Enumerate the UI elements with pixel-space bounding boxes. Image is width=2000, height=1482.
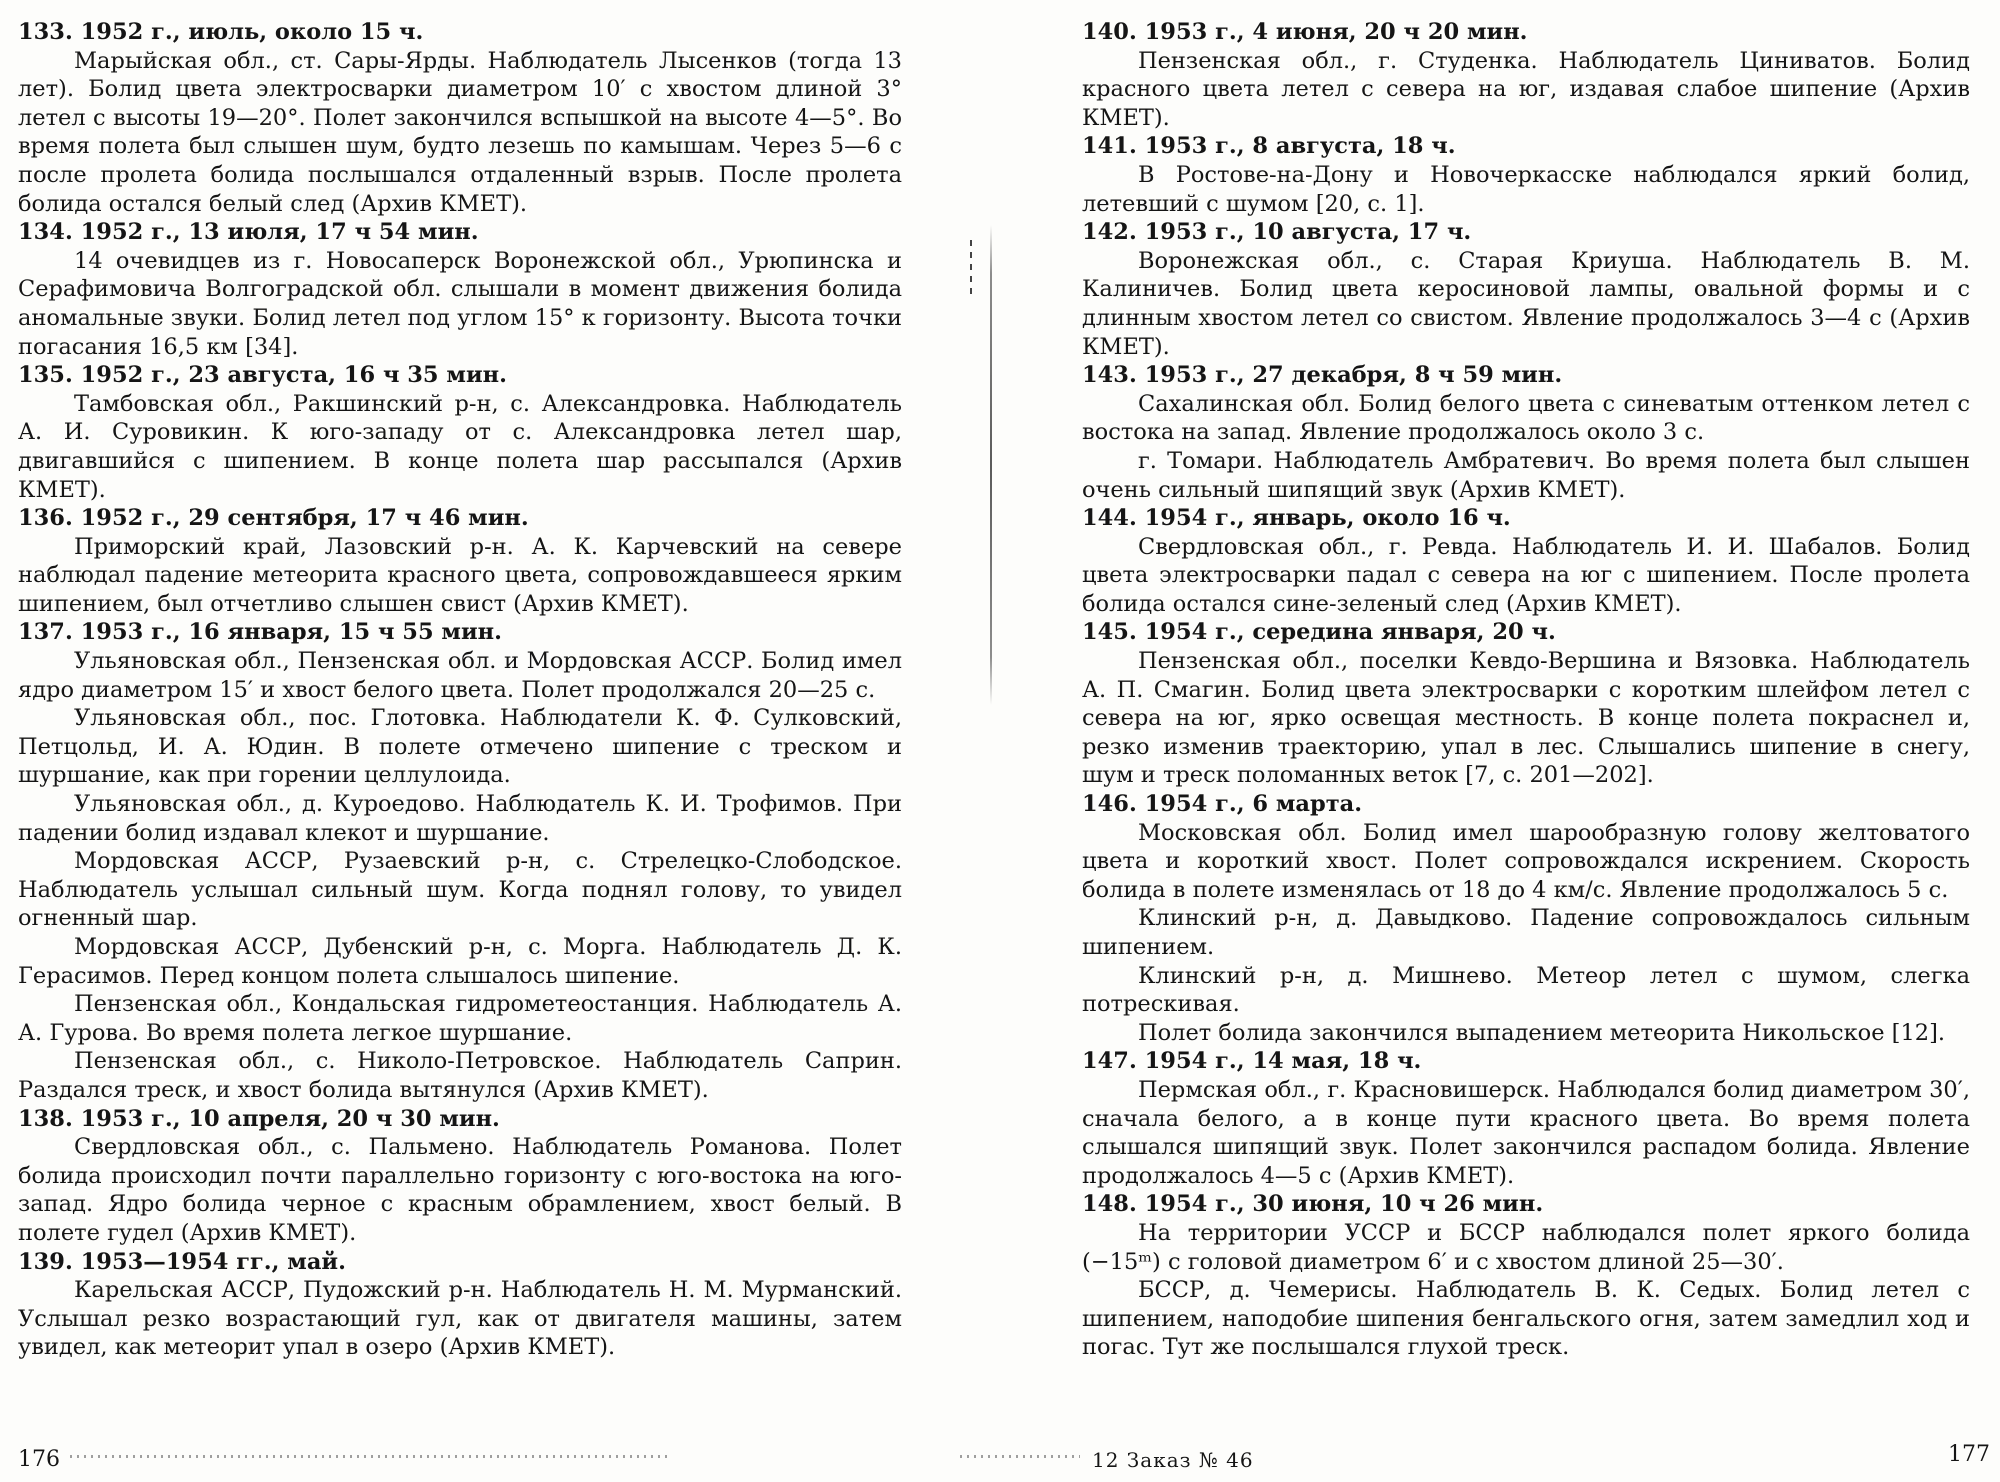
entry-147	[1082, 1047, 1970, 1190]
entry-header: 134. 1952 г., 13 июля, 17 ч 54 мин.	[18, 219, 479, 246]
entry-paragraph: Свердловская обл., г. Ревда. Наблюдатель И. И. Шабалов. Болид цвета электросварки падал с севера на юг с шипением. После пролета болида остался сине-зеленый след (Архив КМЕТ).	[1082, 533, 1970, 617]
page-number-left: 176	[18, 1447, 60, 1472]
gutter-dash	[970, 240, 972, 300]
entry-paragraph: г. Томари. Наблюдатель Амбратевич. Во время полета был слышен очень сильный шипящий звук (Архив КМЕТ).	[1082, 447, 1970, 503]
entry-paragraph: Свердловская обл., с. Пальмено. Наблюдатель Романова. Полет болида происходил почти параллельно горизонту с юго-востока на юго-запад. Ядро болида черное с красным обрамлением, хвост белый. В полете гудел (Архив КМЕТ).	[18, 1134, 902, 1246]
entry-header: 143. 1953 г., 27 декабря, 8 ч 59 мин.	[1082, 362, 1563, 389]
page-number-right: 177	[1948, 1442, 1990, 1467]
entry-paragraph: В Ростове-на-Дону и Новочеркасске наблюдался яркий болид, летевший с шумом [20, с. 1].	[1082, 161, 1970, 217]
entry-paragraph: Пензенская обл., с. Николо-Петровское. Наблюдатель Саприн. Раздался треск, и хвост болида вытянулся (Архив КМЕТ).	[18, 1048, 902, 1103]
entry-134	[18, 218, 902, 361]
gutter-shadow	[990, 225, 992, 705]
entry-header: 142. 1953 г., 10 августа, 17 ч.	[1082, 219, 1472, 246]
entry-header: 145. 1954 г., середина января, 20 ч.	[1082, 619, 1556, 646]
entry-header: 141. 1953 г., 8 августа, 18 ч.	[1082, 133, 1456, 160]
entry-148	[1082, 1190, 1970, 1362]
entry-139	[18, 1248, 902, 1362]
entry-header: 144. 1954 г., январь, около 16 ч.	[1082, 505, 1511, 532]
entry-paragraph: Пензенская обл., Кондальская гидрометеостанция. Наблюдатель А. А. Гурова. Во время полета легкое шуршание.	[18, 991, 902, 1046]
entry-paragraph: Ульяновская обл., Пензенская обл. и Мордовская АССР. Болид имел ядро диаметром 15′ и хвост белого цвета. Полет продолжался 20—25 с.	[18, 648, 902, 703]
entry-header: 148. 1954 г., 30 июня, 10 ч 26 мин.	[1082, 1191, 1544, 1218]
entry-133	[18, 18, 902, 218]
entry-paragraph: Марыйская обл., ст. Сары-Ярды. Наблюдатель Лысенков (тогда 13 лет). Болид цвета электросварки диаметром 10′ с хвостом длиной 3° летел с высоты 19—20°. Полет закончился вспышкой на высоте 4—5°. Во время полета был слышен шум, будто лезешь по камышам. Через 5—6 с после пролета болида послышался отдаленный взрыв. После пролета болида остался белый след (Архив КМЕТ).	[18, 47, 902, 217]
entry-135	[18, 361, 902, 504]
entry-paragraph: На территории УССР и БССР наблюдался полет яркого болида (−15ᵐ) с головой диаметром 6′ и с хвостом длиной 25—30′.	[1082, 1219, 1970, 1275]
entry-paragraph: Пензенская обл., поселки Кевдо-Вершина и Вязовка. Наблюдатель А. П. Смагин. Болид цвета электросварки с коротким шлейфом летел с севера на юг, ярко освещая местность. В конце полета покраснел и, резко изменив траекторию, упал в лес. Слышались шипение в снегу, шум и треск поломанных веток [7, с. 201—202].	[1082, 648, 1970, 789]
entry-146	[1082, 790, 1970, 1047]
entry-136	[18, 504, 902, 618]
scan-speck	[960, 1455, 1080, 1458]
entry-paragraph: Клинский р-н, д. Мишнево. Метеор летел с шумом, слегка потрескивая.	[1082, 962, 1970, 1018]
entry-paragraph: Карельская АССР, Пудожский р-н. Наблюдатель Н. М. Мурманский. Услышал резко возрастающий гул, как от двигателя машины, затем увидел, как метеорит упал в озеро (Архив КМЕТ).	[18, 1277, 902, 1361]
entry-header: 140. 1953 г., 4 июня, 20 ч 20 мин.	[1082, 19, 1528, 45]
entry-header: 146. 1954 г., 6 марта.	[1082, 791, 1363, 818]
entry-paragraph: Воронежская обл., с. Старая Криуша. Наблюдатель В. М. Калиничев. Болид цвета керосиновой лампы, овальной формы и с длинным хвостом летел со свистом. Явление продолжалось 3—4 с (Архив КМЕТ).	[1082, 247, 1970, 360]
entry-138	[18, 1105, 902, 1248]
entry-paragraph: Приморский край, Лазовский р-н. А. К. Карчевский на севере наблюдал падение метеорита красного цвета, сопровождавшееся ярким шипением, был отчетливо слышен свист (Архив КМЕТ).	[18, 533, 902, 617]
entry-paragraph: Ульяновская обл., пос. Глотовка. Наблюдатели К. Ф. Сулковский, Петцольд, И. А. Юдин. В полете отмечено шипение с треском и шуршание, как при горении целлулоида.	[18, 705, 902, 789]
entry-140	[1082, 18, 1970, 132]
entry-paragraph: Сахалинская обл. Болид белого цвета с синеватым оттенком летел с востока на запад. Явление продолжалось около 3 с.	[1082, 390, 1970, 446]
entry-143	[1082, 361, 1970, 504]
entry-137	[18, 618, 902, 1104]
entry-144	[1082, 504, 1970, 618]
entry-145	[1082, 618, 1970, 790]
entry-paragraph: Ульяновская обл., д. Куроедово. Наблюдатель К. И. Трофимов. При падении болид издавал клекот и шуршание.	[18, 791, 902, 846]
entry-paragraph: Пермская обл., г. Красновишерск. Наблюдался болид диаметром 30′, сначала белого, а в конце пути красного цвета. Во время полета слышался шипящий звук. Полет закончился распадом болида. Явление продолжалось 4—5 с (Архив КМЕТ).	[1082, 1076, 1970, 1189]
entry-paragraph: 14 очевидцев из г. Новосаперск Воронежской обл., Урюпинска и Серафимовича Волгоградской обл. слышали в момент движения болида аномальные звуки. Болид летел под углом 15° к горизонту. Высота точки погасания 16,5 км [34].	[18, 247, 902, 360]
entry-paragraph: Тамбовская обл., Ракшинский р-н, с. Александровка. Наблюдатель А. И. Суровикин. К юго-западу от с. Александровка летел шар, двигавшийся с шипением. В конце полета шар рассыпался (Архив КМЕТ).	[18, 390, 902, 503]
entry-header: 135. 1952 г., 23 августа, 16 ч 35 мин.	[18, 362, 507, 389]
entry-141	[1082, 132, 1970, 218]
entry-paragraph: Мордовская АССР, Дубенский р-н, с. Морга. Наблюдатель Д. К. Герасимов. Перед концом полета слышалось шипение.	[18, 934, 902, 989]
entry-paragraph: Московская обл. Болид имел шарообразную голову желтоватого цвета и короткий хвост. Полет сопровождался искрением. Скорость болида в полете изменялась от 18 до 4 км/с. Явление продолжалось 5 с.	[1082, 819, 1970, 903]
entry-paragraph: БССР, д. Чемерисы. Наблюдатель В. К. Седых. Болид летел с шипением, наподобие шипения бенгальского огня, затем замедлил ход и погас. Тут же послышался глухой треск.	[1082, 1277, 1970, 1361]
entry-paragraph: Клинский р-н, д. Давыдково. Падение сопровождалось сильным шипением.	[1082, 905, 1970, 960]
entry-142	[1082, 218, 1970, 361]
entry-header: 139. 1953—1954 гг., май.	[18, 1248, 346, 1275]
entry-paragraph: Полет болида закончился выпадением метеорита Никольское [12].	[1138, 1019, 1946, 1046]
print-order-note: 12 Заказ № 46	[1092, 1448, 1254, 1472]
entry-header: 138. 1953 г., 10 апреля, 20 ч 30 мин.	[18, 1105, 500, 1132]
entry-header: 133. 1952 г., июль, около 15 ч.	[18, 19, 424, 45]
entry-paragraph: Мордовская АССР, Рузаевский р-н, с. Стрелецко-Слободское. Наблюдатель услышал сильный шум. Когда поднял голову, то увидел огненный шар.	[18, 848, 902, 932]
left-page	[18, 18, 902, 1362]
right-page	[1082, 18, 1970, 1362]
scan-speck	[70, 1455, 670, 1458]
entry-paragraph: Пензенская обл., г. Студенка. Наблюдатель Цинивaтов. Болид красного цвета летел с севера на юг, издавая слабое шипение (Архив КМЕТ).	[1082, 47, 1970, 131]
entry-header: 147. 1954 г., 14 мая, 18 ч.	[1082, 1048, 1422, 1075]
entry-header: 136. 1952 г., 29 сентября, 17 ч 46 мин.	[18, 505, 529, 532]
entry-header: 137. 1953 г., 16 января, 15 ч 55 мин.	[18, 619, 502, 646]
